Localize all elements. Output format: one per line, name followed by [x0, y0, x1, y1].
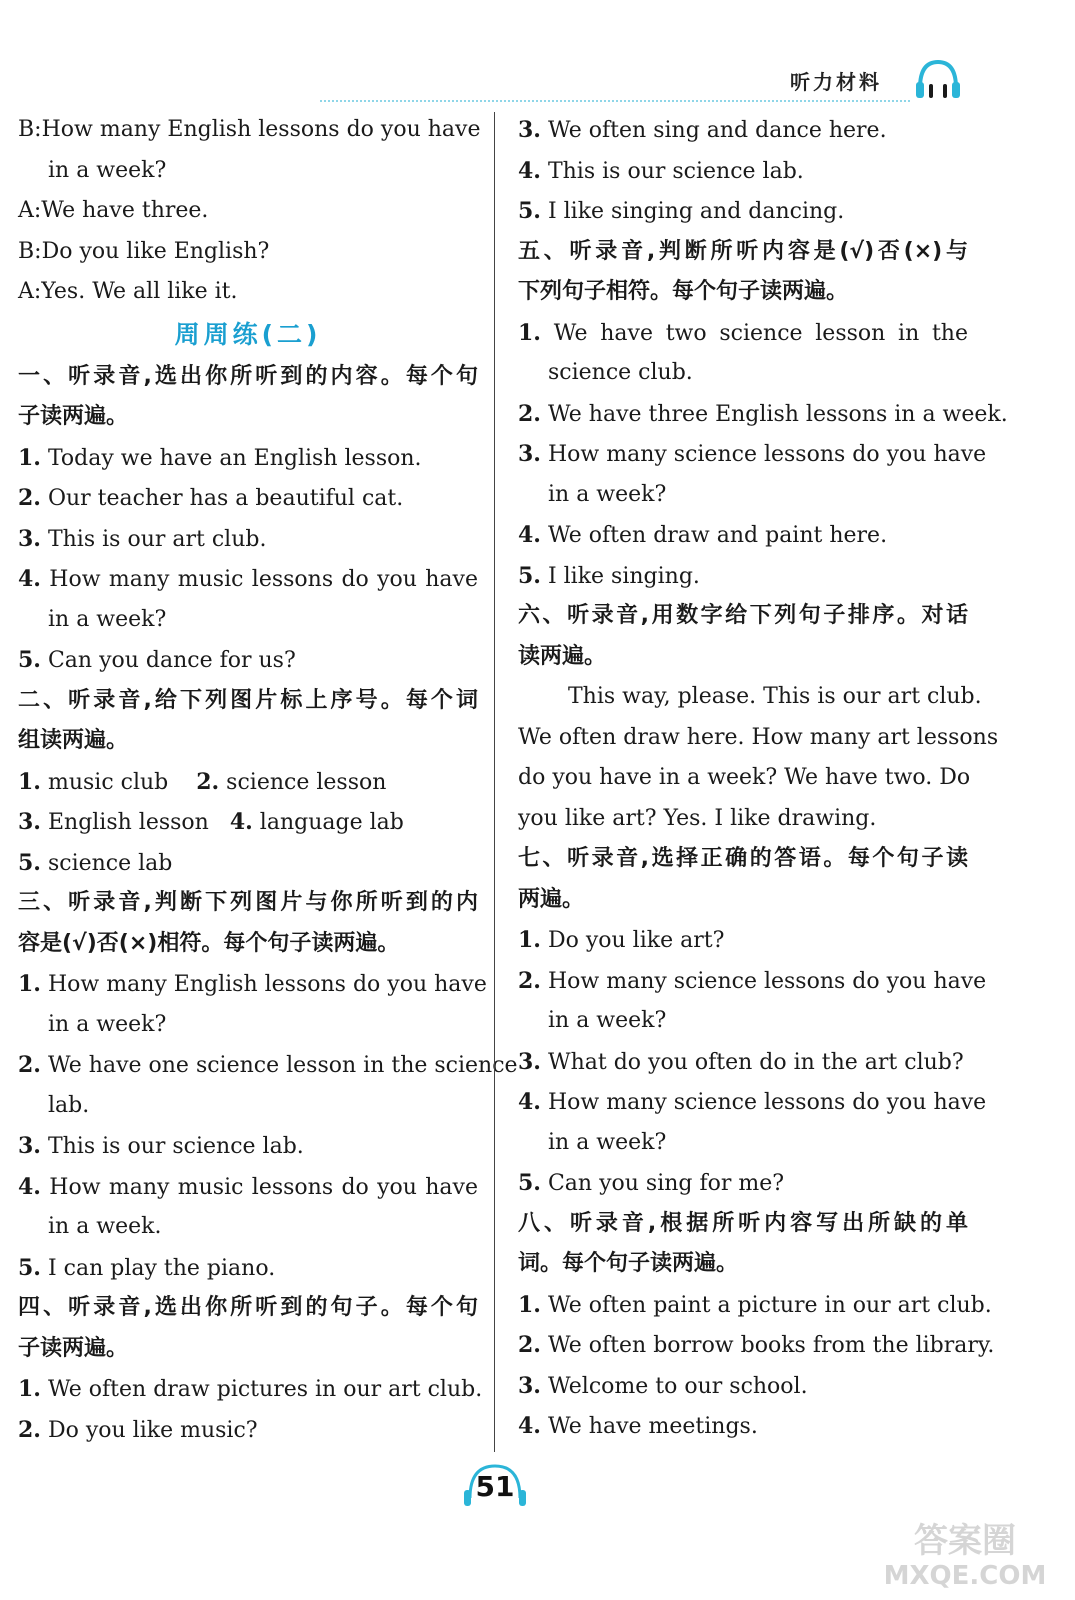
- item-number: 3.: [18, 1133, 41, 1159]
- item-number: 4.: [518, 522, 541, 548]
- item-text: 子读两遍。: [18, 404, 129, 429]
- item-number: 5.: [18, 1254, 41, 1281]
- item-text: language lab: [252, 810, 404, 835]
- item-text: This way, please. This is our art club.: [568, 684, 982, 709]
- item-text: English lesson: [40, 810, 230, 835]
- item-text: Do you like music?: [40, 1417, 258, 1443]
- item-number: 5.: [518, 198, 541, 224]
- text-line: [18, 762, 478, 803]
- svg-text:MXQE.COM: MXQE.COM: [883, 1561, 1047, 1591]
- item-text: in a week?: [48, 157, 167, 183]
- item-text: How many science lessons do you have: [540, 968, 987, 994]
- item-text: B:How many English lessons do you have: [18, 117, 481, 142]
- item-text: How many science lessons do you have: [540, 1090, 987, 1115]
- left-column: [18, 110, 518, 1450]
- item-text: 六、听录音,用数字给下列句子排序。对话: [518, 603, 968, 628]
- item-number: 2.: [18, 1416, 41, 1443]
- item-text: This is our art club.: [40, 526, 267, 552]
- item-text: 五、听录音,判断所听内容是(√)否(×)与: [518, 238, 968, 264]
- item-text: music club: [40, 769, 197, 795]
- section-instruction: [518, 232, 968, 273]
- item-text: This is our science lab.: [40, 1134, 304, 1159]
- item-text: 二、听录音,给下列图片标上序号。每个词: [18, 687, 478, 713]
- item-text: We have meetings.: [540, 1414, 758, 1439]
- item-text: Our teacher has a beautiful cat.: [40, 486, 404, 511]
- headphone-icon: [912, 58, 964, 102]
- item-number: 1.: [518, 319, 541, 346]
- header-title: 听力材料: [790, 70, 882, 94]
- text-line: [518, 920, 968, 961]
- item-text: 四、听录音,选出你所听到的句子。每个句: [18, 1295, 478, 1320]
- section-instruction: [18, 1329, 478, 1370]
- text-line: [518, 758, 971, 799]
- page-header: [320, 58, 970, 102]
- item-text: 读两遍。: [518, 643, 607, 669]
- item-number: 5.: [518, 562, 541, 589]
- item-number: 2.: [518, 400, 541, 427]
- item-text: Welcome to our school.: [540, 1373, 808, 1399]
- item-text: I can play the piano.: [40, 1255, 276, 1281]
- text-line: [18, 519, 478, 560]
- text-line: [18, 600, 478, 641]
- item-number: 5.: [518, 1170, 541, 1196]
- text-line: [18, 1045, 518, 1086]
- item-number: 4.: [518, 157, 541, 184]
- text-line: [18, 964, 487, 1005]
- item-number: 4.: [18, 566, 41, 592]
- right-column: [518, 110, 1008, 1447]
- text-line: [18, 151, 478, 192]
- item-number: 2.: [18, 1052, 41, 1078]
- section-instruction: [18, 721, 478, 762]
- text-line: [18, 1167, 478, 1208]
- text-line: [518, 515, 968, 556]
- text-line: [518, 677, 982, 718]
- item-number: 3.: [18, 809, 41, 835]
- text-line: [518, 1285, 992, 1326]
- text-line: [18, 438, 478, 479]
- item-text: you like art? Yes. I like drawing.: [518, 805, 877, 831]
- item-text: We often draw pictures in our art club.: [40, 1377, 483, 1402]
- item-number: 4.: [518, 1089, 541, 1115]
- item-text: in a week?: [48, 1011, 167, 1037]
- text-line: [518, 353, 968, 394]
- item-text: Can you dance for us?: [40, 648, 296, 673]
- item-number: 1.: [18, 971, 41, 997]
- item-number: 3.: [518, 441, 541, 467]
- item-text: do you have in a week? We have two. Do: [518, 765, 971, 790]
- text-line: [18, 802, 478, 843]
- section-instruction: [518, 272, 968, 313]
- section-instruction: [518, 1244, 968, 1285]
- text-line: [18, 1369, 483, 1410]
- item-number: 3.: [518, 1048, 541, 1075]
- item-text: How many music lessons do you have: [40, 1174, 478, 1200]
- header-dotted-rule: [320, 100, 910, 102]
- text-line: [18, 232, 478, 273]
- section-instruction: [518, 1204, 968, 1245]
- item-number: 1.: [518, 1291, 541, 1318]
- item-text: Today we have an English lesson.: [40, 445, 422, 471]
- watermark-logo-icon: [875, 1512, 1055, 1592]
- item-text: in a week?: [548, 1008, 667, 1033]
- item-text: 三、听录音,判断下列图片与你所听到的内: [18, 890, 478, 915]
- page-number: [460, 1460, 530, 1510]
- item-text: 七、听录音,选择正确的答语。每个句子读: [518, 846, 968, 871]
- column-divider: [494, 112, 495, 1452]
- section-title: 周周练(二): [174, 319, 322, 349]
- item-number: 2.: [518, 967, 541, 994]
- item-number: 2.: [196, 768, 220, 795]
- section-instruction: [18, 883, 478, 924]
- page-number-text: 51: [475, 1470, 515, 1503]
- item-number: 1.: [18, 444, 41, 471]
- text-line: [18, 640, 478, 681]
- item-text: 两遍。: [518, 886, 585, 912]
- text-line: [518, 961, 987, 1002]
- item-number: 3.: [518, 117, 541, 143]
- item-number: 5.: [18, 849, 41, 876]
- text-line: [18, 1248, 478, 1289]
- item-text: in a week.: [48, 1214, 162, 1239]
- item-text: 子读两遍。: [18, 1335, 129, 1361]
- text-line: [518, 718, 999, 759]
- text-line: [518, 556, 968, 597]
- item-text: 八、听录音,根据所听内容写出所缺的单: [518, 1210, 968, 1236]
- item-number: 2.: [18, 485, 41, 511]
- svg-text:答案圈: 答案圈: [914, 1521, 1016, 1561]
- text-line: [18, 110, 481, 151]
- item-text: in a week?: [48, 606, 167, 632]
- section-instruction: [18, 1288, 478, 1329]
- item-text: A:We have three.: [18, 198, 209, 223]
- text-line: [518, 1123, 968, 1164]
- text-line: [18, 478, 478, 519]
- item-text: Do you like art?: [540, 928, 725, 953]
- text-line: [518, 1042, 968, 1083]
- text-line: [518, 110, 968, 151]
- item-number: 1.: [18, 1376, 41, 1402]
- item-number: 4.: [18, 1173, 41, 1200]
- text-line: [518, 394, 1008, 435]
- section-instruction: [518, 637, 968, 678]
- item-text: I like singing.: [540, 563, 700, 589]
- text-line: [518, 1325, 995, 1366]
- item-text: How many English lessons do you have: [40, 972, 487, 997]
- section-instruction: [518, 839, 968, 880]
- watermark-logo: [875, 1512, 1055, 1592]
- text-line: [518, 1082, 987, 1123]
- text-line: [18, 1005, 478, 1046]
- text-line: [18, 272, 478, 313]
- item-text: This is our science lab.: [540, 158, 804, 184]
- item-text: in a week?: [548, 481, 667, 507]
- item-text: We have two science lesson in the: [540, 320, 968, 346]
- item-text: We often sing and dance here.: [540, 118, 887, 143]
- item-number: 4.: [229, 809, 253, 835]
- item-number: 5.: [18, 647, 41, 673]
- item-text: 词。每个句子读两遍。: [518, 1251, 739, 1276]
- text-line: [18, 559, 478, 600]
- item-text: We often paint a picture in our art club.: [540, 1292, 992, 1318]
- text-line: [518, 799, 968, 840]
- item-text: science lesson: [219, 769, 387, 795]
- item-number: 4.: [518, 1413, 541, 1439]
- item-text: I like singing and dancing.: [540, 199, 845, 224]
- text-line: [18, 843, 478, 884]
- item-number: 1.: [518, 927, 541, 953]
- item-text: B:Do you like English?: [18, 238, 270, 264]
- section-instruction: [18, 681, 478, 722]
- item-text: in a week?: [548, 1129, 667, 1155]
- item-text: We often draw and paint here.: [540, 523, 888, 548]
- text-line: [518, 1406, 968, 1447]
- item-number: 3.: [18, 525, 41, 552]
- item-text: What do you often do in the art club?: [540, 1049, 964, 1075]
- item-number: 2.: [518, 1332, 541, 1358]
- item-text: We have one science lesson in the science: [40, 1053, 518, 1078]
- item-text: 一、听录音,选出你所听到的内容。每个句: [18, 363, 478, 389]
- item-text: science lab: [40, 850, 173, 876]
- text-line: [18, 1086, 478, 1127]
- item-text: science club.: [548, 360, 693, 385]
- item-text: 容是(√)否(×)相符。每个句子读两遍。: [18, 930, 400, 956]
- item-text: How many music lessons do you have: [40, 567, 478, 592]
- text-line: [518, 475, 968, 516]
- item-text: Can you sing for me?: [540, 1171, 785, 1196]
- item-text: 下列句子相符。每个句子读两遍。: [518, 279, 849, 304]
- item-text: 组读两遍。: [18, 728, 129, 753]
- item-text: We have three English lessons in a week.: [540, 401, 1008, 427]
- text-line: [518, 434, 987, 475]
- text-line: [18, 1207, 478, 1248]
- section-instruction: [18, 357, 478, 398]
- text-line: [18, 1126, 478, 1167]
- section-instruction: [18, 397, 478, 438]
- item-text: A:Yes. We all like it.: [18, 279, 238, 304]
- item-text: We often draw here. How many art lessons: [518, 724, 999, 750]
- section-instruction: [518, 880, 968, 921]
- text-line: [518, 1366, 968, 1407]
- text-line: [518, 151, 968, 192]
- text-line: [518, 1001, 968, 1042]
- text-line: [518, 313, 968, 354]
- item-text: How many science lessons do you have: [540, 442, 987, 467]
- text-line: [518, 191, 968, 232]
- section-instruction: [518, 596, 968, 637]
- section-instruction: [18, 924, 478, 965]
- item-number: 1.: [18, 768, 41, 795]
- text-line: [18, 1410, 478, 1451]
- text-line: [518, 1163, 968, 1204]
- text-line: [18, 191, 478, 232]
- item-text: We often borrow books from the library.: [540, 1333, 995, 1358]
- item-text: lab.: [48, 1092, 90, 1118]
- item-number: 3.: [518, 1372, 541, 1399]
